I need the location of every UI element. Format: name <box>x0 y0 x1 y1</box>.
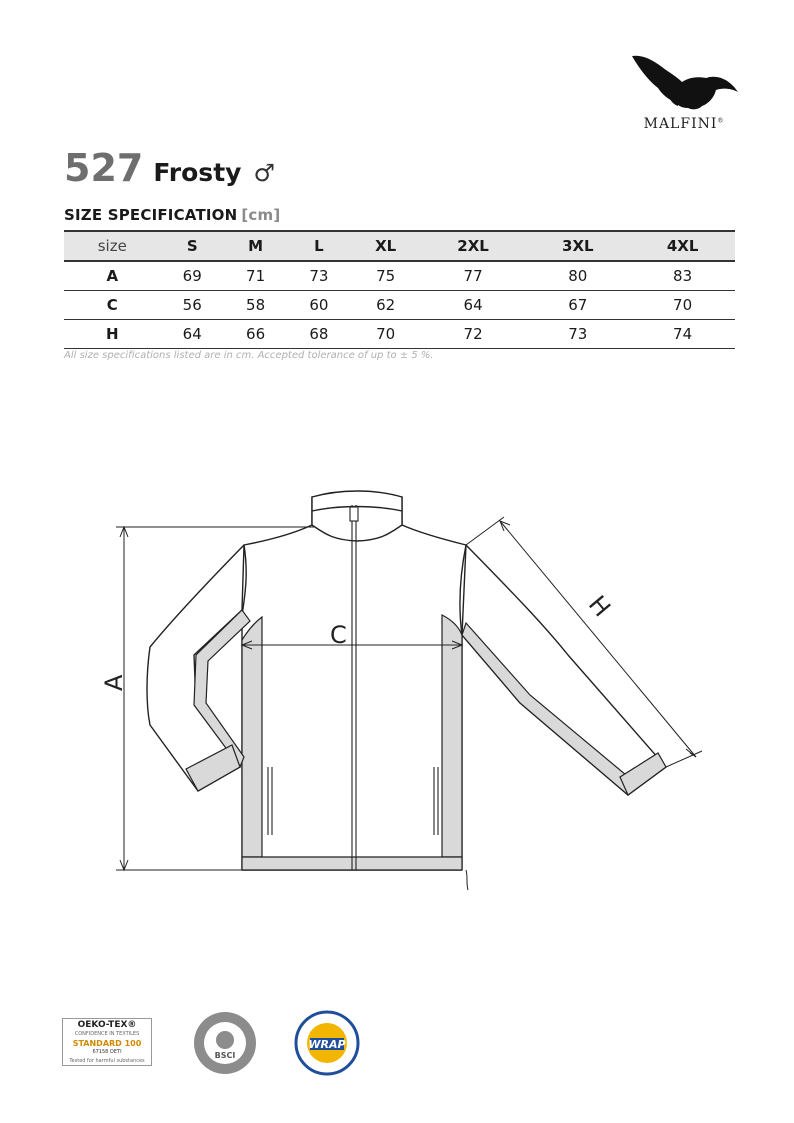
row-label: H <box>105 325 119 343</box>
header-cell: M <box>248 237 264 255</box>
header-cell: 4XL <box>666 237 699 255</box>
size-table <box>64 230 735 349</box>
wrap-seal-icon <box>292 1010 362 1076</box>
header-cell: L <box>314 237 324 255</box>
row-label: A <box>106 267 119 285</box>
oeko-code: 67158 OETI <box>92 1049 122 1055</box>
eagle-icon <box>622 48 742 118</box>
row-label: C <box>106 296 118 314</box>
table-cell: 69 <box>182 267 202 285</box>
label-a: A <box>100 674 128 691</box>
table-cell: 67 <box>568 296 588 314</box>
table-cell: 80 <box>568 267 588 285</box>
tolerance-note: All size specifications listed are in cm. Accepted tolerance of up to ± 5 %. <box>64 350 434 361</box>
spec-heading <box>64 206 280 224</box>
spec-unit: [cm] <box>241 206 281 224</box>
right-panel <box>442 615 462 857</box>
bsci-seal-icon <box>192 1010 258 1076</box>
table-row <box>64 291 735 320</box>
table-cell: 64 <box>463 296 483 314</box>
model-number: 527 <box>64 146 144 190</box>
table-cell: 77 <box>463 267 483 285</box>
hem-toggle <box>466 870 468 890</box>
table-row <box>64 320 735 349</box>
oeko-description: Tested for harmful substances <box>69 1058 145 1064</box>
oeko-title: OEKO-TEX® <box>77 1020 137 1030</box>
oeko-tex-badge <box>62 1018 152 1066</box>
table-cell: 73 <box>309 267 329 285</box>
bsci-label: BSCI <box>214 1051 236 1060</box>
header-cell: S <box>186 237 198 255</box>
table-header-row <box>64 231 735 261</box>
table-cell: 68 <box>309 325 329 343</box>
table-cell: 70 <box>673 296 693 314</box>
oeko-standard: STANDARD 100 <box>72 1039 142 1048</box>
header-cell: XL <box>375 237 397 255</box>
label-c: C <box>330 621 347 649</box>
jacket-drawing <box>90 485 730 895</box>
table-cell: 66 <box>246 325 266 343</box>
label-h: H <box>582 590 616 623</box>
header-cell: 3XL <box>562 237 594 255</box>
table-cell: 74 <box>673 325 693 343</box>
table-cell: 75 <box>376 267 396 285</box>
table-cell: 71 <box>246 267 266 285</box>
model-name: Frosty <box>153 158 242 187</box>
header-cell: 2XL <box>457 237 489 255</box>
male-symbol-icon: ♂ <box>253 159 275 187</box>
jacket-body <box>242 497 466 870</box>
wrap-badge <box>292 1010 362 1076</box>
table-cell: 70 <box>376 325 396 343</box>
bsci-badge <box>192 1010 258 1076</box>
table-cell: 58 <box>246 296 266 314</box>
wrap-label: WRAP <box>308 1038 346 1051</box>
table-cell: 64 <box>182 325 202 343</box>
jacket-diagram <box>90 485 730 895</box>
left-panel <box>242 617 262 857</box>
table-cell: 62 <box>376 296 396 314</box>
spec-heading-text: SIZE SPECIFICATION <box>64 206 238 224</box>
header-cell: size <box>97 237 127 255</box>
table-row <box>64 261 735 291</box>
oeko-tagline: CONFIDENCE IN TEXTILES <box>74 1031 140 1037</box>
brand-name: MALFINI® <box>643 116 725 132</box>
table-cell: 60 <box>309 296 329 314</box>
table-cell: 72 <box>463 325 483 343</box>
product-title <box>64 146 275 190</box>
table-cell: 56 <box>182 296 202 314</box>
table-cell: 83 <box>673 267 693 285</box>
table-cell: 73 <box>568 325 588 343</box>
